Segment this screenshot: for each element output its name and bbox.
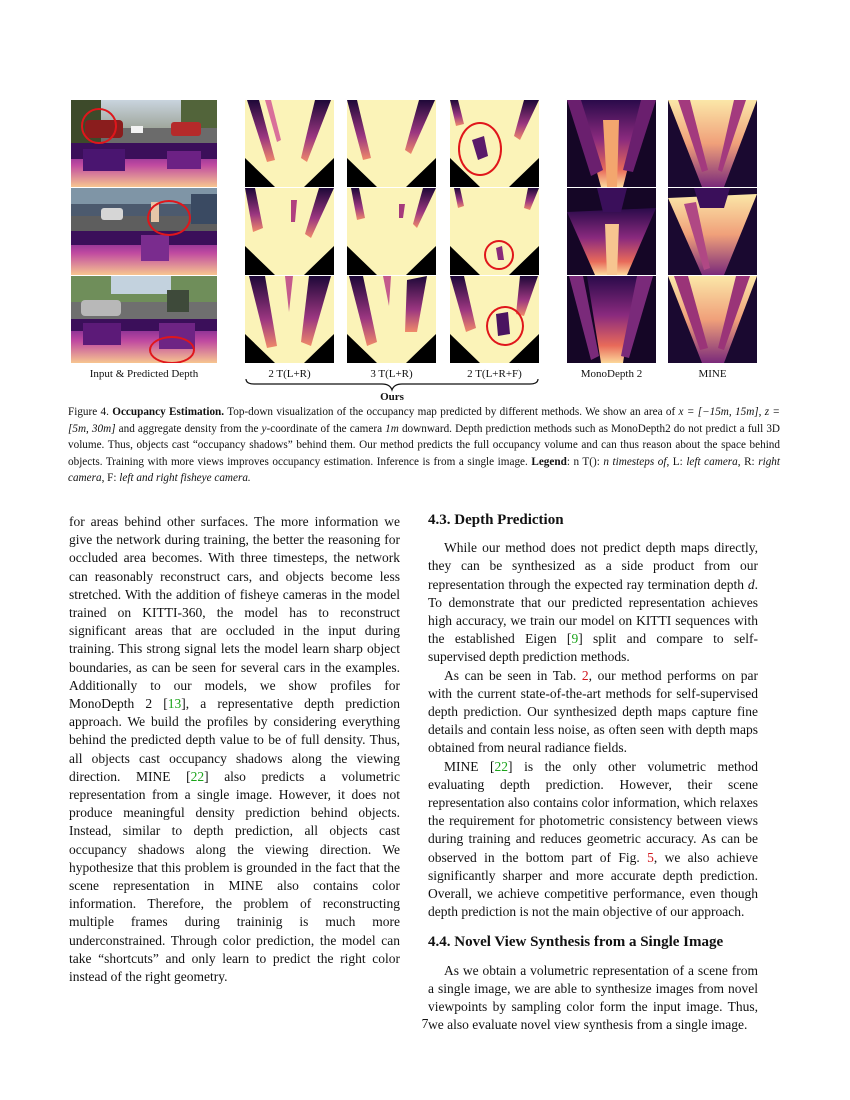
column-2T-LRF <box>450 100 539 363</box>
caption-math: y <box>261 422 267 435</box>
citation-link[interactable]: 22 <box>494 758 509 774</box>
caption-text: , F: <box>101 472 120 484</box>
column-label: 3 T(L+R) <box>370 368 413 380</box>
occupancy-panel <box>347 100 436 187</box>
caption-title: Occupancy Estimation. <box>112 406 225 418</box>
paragraph-text: MINE [ <box>444 758 495 774</box>
caption-text: , L: <box>666 455 687 468</box>
input-photo-3 <box>71 276 217 319</box>
caption-italic: n timesteps of <box>603 455 667 468</box>
input-example-2 <box>71 188 217 275</box>
paragraph: As we obtain a volumetric representation of a scene from a single image, we are able to synthesize images from novel viewpoints by sampling color form the input image. Thus, we also evaluate novel view synthesis from a single image. <box>428 962 758 1033</box>
column-2T-LR <box>245 100 334 363</box>
math-symbol: d <box>747 576 755 592</box>
occupancy-panel <box>245 276 334 363</box>
column-mine <box>668 100 757 363</box>
paragraph <box>428 539 758 666</box>
caption-italic: left and right fisheye camera. <box>119 472 251 484</box>
paragraph <box>428 667 758 758</box>
caption-text: : n T(): <box>566 455 604 468</box>
paragraph-text: While our method does not predict depth maps directly, they can be synthesized as a side product from our representation through the expected ray termination depth <box>428 540 758 592</box>
caption-text: Top-down visualization of the occupancy map predicted by different methods. We show an area of <box>227 406 676 418</box>
right-column <box>428 511 758 1034</box>
occupancy-panel <box>347 276 436 363</box>
input-column <box>71 100 217 364</box>
caption-text: , R: <box>737 455 759 468</box>
occupancy-panel <box>567 188 656 275</box>
section-heading: 4.4. Novel View Synthesis from a Single Image <box>428 934 724 951</box>
column-label: 2 T(L+R) <box>268 368 311 380</box>
occupancy-panel <box>567 100 656 187</box>
column-label: Input & Predicted Depth <box>89 368 199 380</box>
paragraph-text: , our method performs on par with the current state-of-the-art methods for self-supervised depth prediction. Our synthesized depth maps capture fine details and contain less noise, as often seen with depth maps obtained from neural radiance fields. <box>428 667 758 756</box>
input-depth-3 <box>71 319 217 363</box>
paragraph <box>69 513 400 986</box>
occupancy-panel <box>567 276 656 363</box>
ours-brace <box>244 378 540 392</box>
figure-caption <box>68 404 780 487</box>
paragraph-text: for areas behind other surfaces. The more information we give the network during training, the better the reasoning for occluded area becomes. With three timesteps, the network can reasonably reconstruct cars, and objects become less stretched. With the addition of fisheye cameras in the model trained on KITTI-360, the model has to reconstruct significant areas that are occluded in the input during training. This strong signal lets the model learn sharp object boundaries, as can be seen for several cars in the examples. Additionally to our models, we show profiles for MonoDepth 2 [ <box>69 514 400 712</box>
paragraph-text: ], a representative depth prediction approach. We build the profiles by considering everything behind the predicted depth value to be of full density. Thus, all objects cast occupancy shadows along the viewing direction. MINE [ <box>69 696 400 784</box>
column-label: 2 T(L+R+F) <box>467 368 522 380</box>
caption-figure-number: Figure 4. <box>68 406 109 418</box>
column-monodepth2 <box>567 100 656 363</box>
page-number: 7 <box>421 1016 429 1031</box>
highlight-circle <box>458 122 502 176</box>
paragraph-text: , we also achieve significantly sharper and more accurate depth prediction. Overall, we achieve competitive performance, even though depth prediction is not the main objective of our approach. <box>428 849 758 920</box>
occupancy-panel <box>347 188 436 275</box>
input-example-3 <box>71 276 217 363</box>
occupancy-panel <box>668 276 757 363</box>
caption-math: x = [−15m, 15m], z = [5m, 30m] <box>68 406 780 435</box>
input-example-1 <box>71 100 217 187</box>
ours-label: Ours <box>380 391 404 403</box>
citation-link[interactable]: 9 <box>571 631 579 647</box>
column-label: MINE <box>698 368 727 380</box>
occupancy-panel <box>450 188 539 275</box>
left-column <box>69 513 400 986</box>
column-label: MonoDepth 2 <box>580 368 643 380</box>
input-photo-2 <box>71 188 217 231</box>
paragraph-text: ] also predicts a volumetric representation from a single image. However, it does not produce meaningful density prediction behind objects. Instead, similar to depth prediction, all objects cast occupancy shadows along the viewing direction. We hypothesize that this problem is grounded in the fact that the scene representation in MINE also contains color information. Therefore, the problem of reconstructing multiple frames during traininig is much more underconstrained. Through color prediction, the model can take “shortcuts” and only learn to predict the right color instead of the right geometry. <box>69 768 400 985</box>
highlight-circle <box>81 108 117 144</box>
highlight-circle <box>147 200 191 236</box>
caption-math: 1m <box>385 422 399 435</box>
table-reference-link[interactable]: 2 <box>581 667 589 683</box>
occupancy-panel <box>668 100 757 187</box>
paragraph <box>428 758 758 922</box>
caption-text: -coordinate of the camera <box>266 422 383 435</box>
occupancy-panel <box>450 100 539 187</box>
occupancy-panel <box>668 188 757 275</box>
highlight-circle <box>484 240 514 270</box>
input-depth-1 <box>71 143 217 187</box>
citation-link[interactable]: 13 <box>167 696 182 712</box>
highlight-circle <box>149 336 195 363</box>
caption-italic: right camera <box>68 455 780 484</box>
occupancy-panel <box>245 188 334 275</box>
occupancy-panel <box>245 100 334 187</box>
citation-link[interactable]: 22 <box>190 768 205 784</box>
figure-4 <box>0 0 850 520</box>
figure-reference-link[interactable]: 5 <box>647 849 654 865</box>
occupancy-panel <box>450 276 539 363</box>
caption-text: downward. Depth prediction methods such as MonoDepth2 do not predict a full 3D volume. Thus, objects cast “occupancy shadows” behind them. Our method predicts the full occupancy volume and can thus reason about the space behind objects. Training with more views improves occupancy estimation. Inference is from a single image. <box>68 422 781 468</box>
highlight-circle <box>486 306 524 346</box>
paragraph-text: ] split and compare to self-supervised depth prediction methods. <box>428 631 758 665</box>
paragraph-text: ] is the only other volumetric method evaluating depth prediction. However, their scene representation also contains color information, which relaxes the requirement for photometric consistency between views during training and reduces geometric accuracy. As can be observed in the bottom part of Fig. <box>428 758 758 865</box>
input-depth-2 <box>71 231 217 275</box>
caption-italic: left camera <box>686 455 738 468</box>
caption-legend-label: Legend <box>531 455 567 468</box>
paragraph-text: As can be seen in Tab. <box>444 667 582 683</box>
caption-text: and aggregate density from the <box>118 422 259 435</box>
paragraph-text: . To demonstrate that our predicted representation achieves high accuracy, we train our model on KITTI sequences with the established Eigen [ <box>428 576 758 647</box>
section-heading: 4.3. Depth Prediction <box>428 512 564 528</box>
column-3T-LR <box>347 100 436 363</box>
